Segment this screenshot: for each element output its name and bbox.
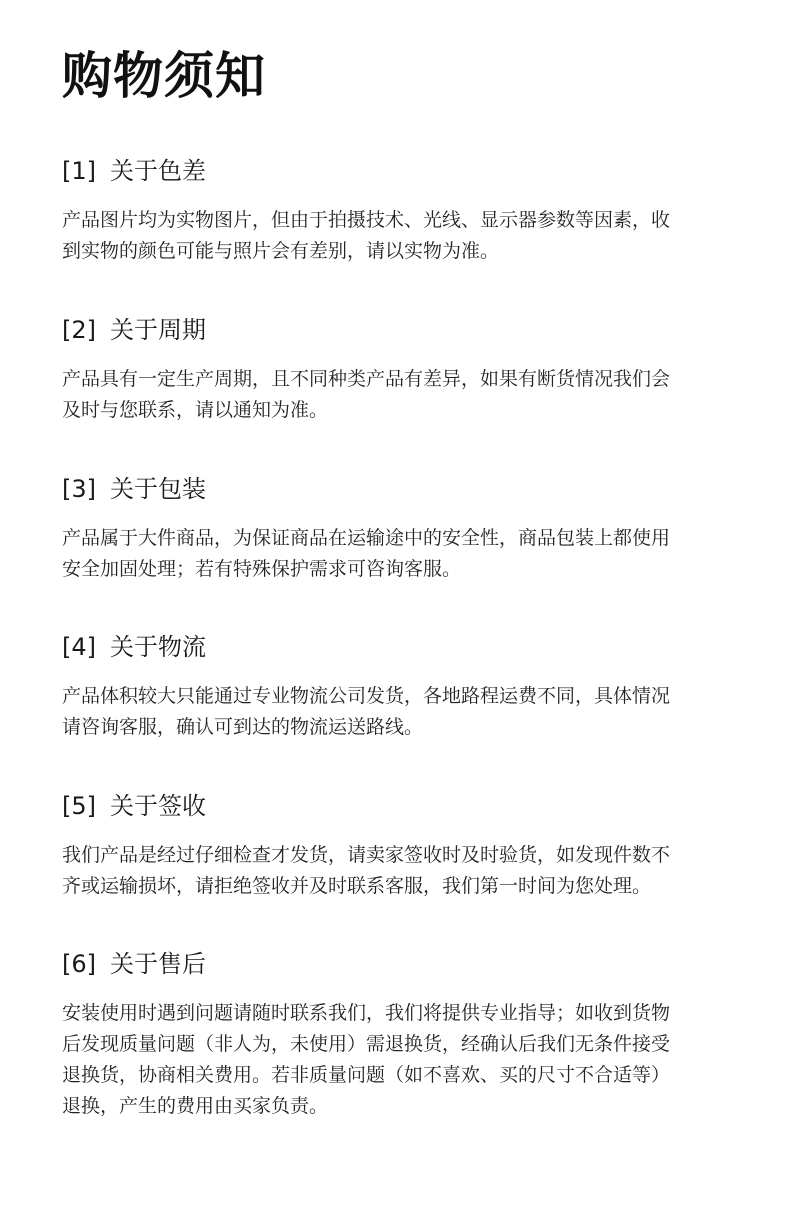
section-title: 关于色差 — [110, 157, 206, 185]
section-color-difference — [62, 155, 734, 267]
section-number: [2] — [62, 316, 96, 344]
body-line: 安全加固处理；若有特殊保护需求可咨询客服。 — [62, 558, 462, 580]
section-body — [62, 840, 734, 902]
page-title: 购物须知 — [62, 47, 266, 105]
section-heading — [62, 631, 734, 663]
section-heading — [62, 473, 734, 505]
section-title: 关于物流 — [110, 633, 206, 661]
body-line: 安装使用时遇到问题请随时联系我们，我们将提供专业指导；如收到货物 — [62, 1002, 671, 1024]
section-after-sales — [62, 948, 734, 1122]
section-title: 关于签收 — [110, 792, 206, 820]
section-logistics — [62, 631, 734, 743]
section-number: [5] — [62, 792, 96, 820]
body-line: 退换货，协商相关费用。若非质量问题（如不喜欢、买的尺寸不合适等） — [62, 1064, 671, 1086]
body-line: 产品属于大件商品，为保证商品在运输途中的安全性，商品包装上都使用 — [62, 527, 671, 549]
section-title: 关于包装 — [110, 475, 206, 503]
section-heading — [62, 790, 734, 822]
body-line: 产品具有一定生产周期，且不同种类产品有差异，如果有断货情况我们会 — [62, 368, 671, 390]
body-line: 产品体积较大只能通过专业物流公司发货，各地路程运费不同，具体情况 — [62, 685, 671, 707]
section-heading — [62, 948, 734, 980]
section-packaging — [62, 473, 734, 585]
section-heading — [62, 155, 734, 187]
body-line: 后发现质量问题（非人为，未使用）需退换货，经确认后我们无条件接受 — [62, 1033, 671, 1055]
section-number: [1] — [62, 157, 96, 185]
body-line: 及时与您联系，请以通知为准。 — [62, 399, 329, 421]
section-number: [4] — [62, 633, 96, 661]
section-title: 关于售后 — [110, 950, 206, 978]
section-body — [62, 364, 734, 426]
section-body — [62, 681, 734, 743]
section-body — [62, 998, 734, 1122]
body-line: 产品图片均为实物图片，但由于拍摄技术、光线、显示器参数等因素，收 — [62, 209, 671, 231]
section-title: 关于周期 — [110, 316, 206, 344]
section-number: [6] — [62, 950, 96, 978]
body-line: 齐或运输损坏，请拒绝签收并及时联系客服，我们第一时间为您处理。 — [62, 875, 652, 897]
body-line: 到实物的颜色可能与照片会有差别，请以实物为准。 — [62, 240, 500, 262]
section-heading — [62, 314, 734, 346]
section-delivery-receipt — [62, 790, 734, 902]
body-line: 我们产品是经过仔细检查才发货，请卖家签收时及时验货，如发现件数不 — [62, 844, 671, 866]
section-production-cycle — [62, 314, 734, 426]
section-number: [3] — [62, 475, 96, 503]
body-line: 请咨询客服，确认可到达的物流运送路线。 — [62, 716, 424, 738]
body-line: 退换，产生的费用由买家负责。 — [62, 1095, 329, 1117]
section-body — [62, 523, 734, 585]
section-body — [62, 205, 734, 267]
